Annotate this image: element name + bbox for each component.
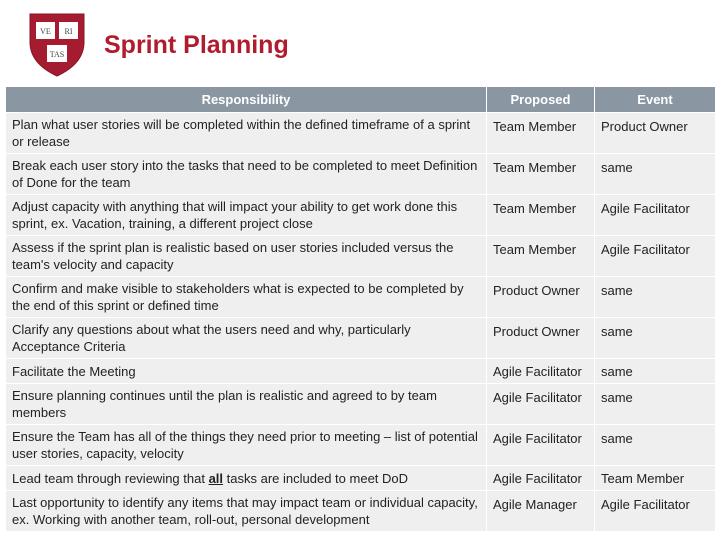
cell-responsibility: Confirm and make visible to stakeholders what is expected to be completed by the end of this sprint or defined time	[6, 277, 487, 318]
cell-responsibility: Ensure the Team has all of the things they need prior to meeting – list of potential user stories, capacity, velocity	[6, 425, 487, 466]
cell-event: same	[595, 154, 716, 195]
cell-responsibility: Clarify any questions about what the users need and why, particularly Acceptance Criteria	[6, 318, 487, 359]
cell-proposed: Team Member	[487, 195, 595, 236]
table-row	[6, 236, 716, 277]
cell-responsibility	[6, 466, 487, 491]
harvard-shield-logo	[28, 12, 86, 78]
logo-text-1: VE	[40, 27, 51, 36]
cell-event: Agile Facilitator	[595, 195, 716, 236]
responsibility-text-part: tasks are included to meet DoD	[223, 471, 409, 486]
cell-proposed: Team Member	[487, 113, 595, 154]
column-header-proposed: Proposed	[487, 87, 595, 113]
cell-event: same	[595, 384, 716, 425]
table-row	[6, 195, 716, 236]
table-row	[6, 318, 716, 359]
table-row	[6, 359, 716, 384]
table-header-row	[6, 87, 716, 113]
cell-event: Product Owner	[595, 113, 716, 154]
cell-responsibility: Last opportunity to identify any items that may impact team or individual capacity, ex. Working with another team, roll-out, personal development	[6, 491, 487, 532]
cell-proposed: Team Member	[487, 154, 595, 195]
cell-proposed: Team Member	[487, 236, 595, 277]
table-row	[6, 384, 716, 425]
page-title: Sprint Planning	[104, 31, 289, 59]
column-header-event: Event	[595, 87, 716, 113]
table-row	[6, 154, 716, 195]
cell-proposed: Agile Facilitator	[487, 359, 595, 384]
responsibility-text-part: Lead team through reviewing that	[12, 471, 209, 486]
table-row	[6, 277, 716, 318]
logo-text-3: TAS	[49, 50, 65, 59]
cell-responsibility: Adjust capacity with anything that will impact your ability to get work done this sprint, ex. Vacation, training, a different project close	[6, 195, 487, 236]
cell-event: Agile Facilitator	[595, 236, 716, 277]
cell-proposed: Product Owner	[487, 277, 595, 318]
cell-event: same	[595, 425, 716, 466]
cell-proposed: Agile Facilitator	[487, 384, 595, 425]
cell-responsibility: Ensure planning continues until the plan is realistic and agreed to by team members	[6, 384, 487, 425]
cell-proposed: Agile Facilitator	[487, 466, 595, 491]
logo-text-2: RI	[64, 27, 73, 36]
cell-event: same	[595, 277, 716, 318]
cell-event: Team Member	[595, 466, 716, 491]
sprint-planning-table	[5, 86, 716, 532]
table-row	[6, 491, 716, 532]
cell-event: same	[595, 359, 716, 384]
cell-responsibility: Plan what user stories will be completed within the defined timeframe of a sprint or release	[6, 113, 487, 154]
cell-proposed: Agile Facilitator	[487, 425, 595, 466]
cell-proposed: Product Owner	[487, 318, 595, 359]
emphasis-all: all	[208, 471, 224, 486]
table-row	[6, 425, 716, 466]
cell-responsibility: Break each user story into the tasks that need to be completed to meet Definition of Done for the team	[6, 154, 487, 195]
cell-event: Agile Facilitator	[595, 491, 716, 532]
cell-responsibility: Assess if the sprint plan is realistic based on user stories included versus the team's velocity and capacity	[6, 236, 487, 277]
table-row	[6, 466, 716, 491]
cell-responsibility: Facilitate the Meeting	[6, 359, 487, 384]
column-header-responsibility: Responsibility	[6, 87, 487, 113]
table-row	[6, 113, 716, 154]
cell-proposed: Agile Manager	[487, 491, 595, 532]
cell-event: same	[595, 318, 716, 359]
